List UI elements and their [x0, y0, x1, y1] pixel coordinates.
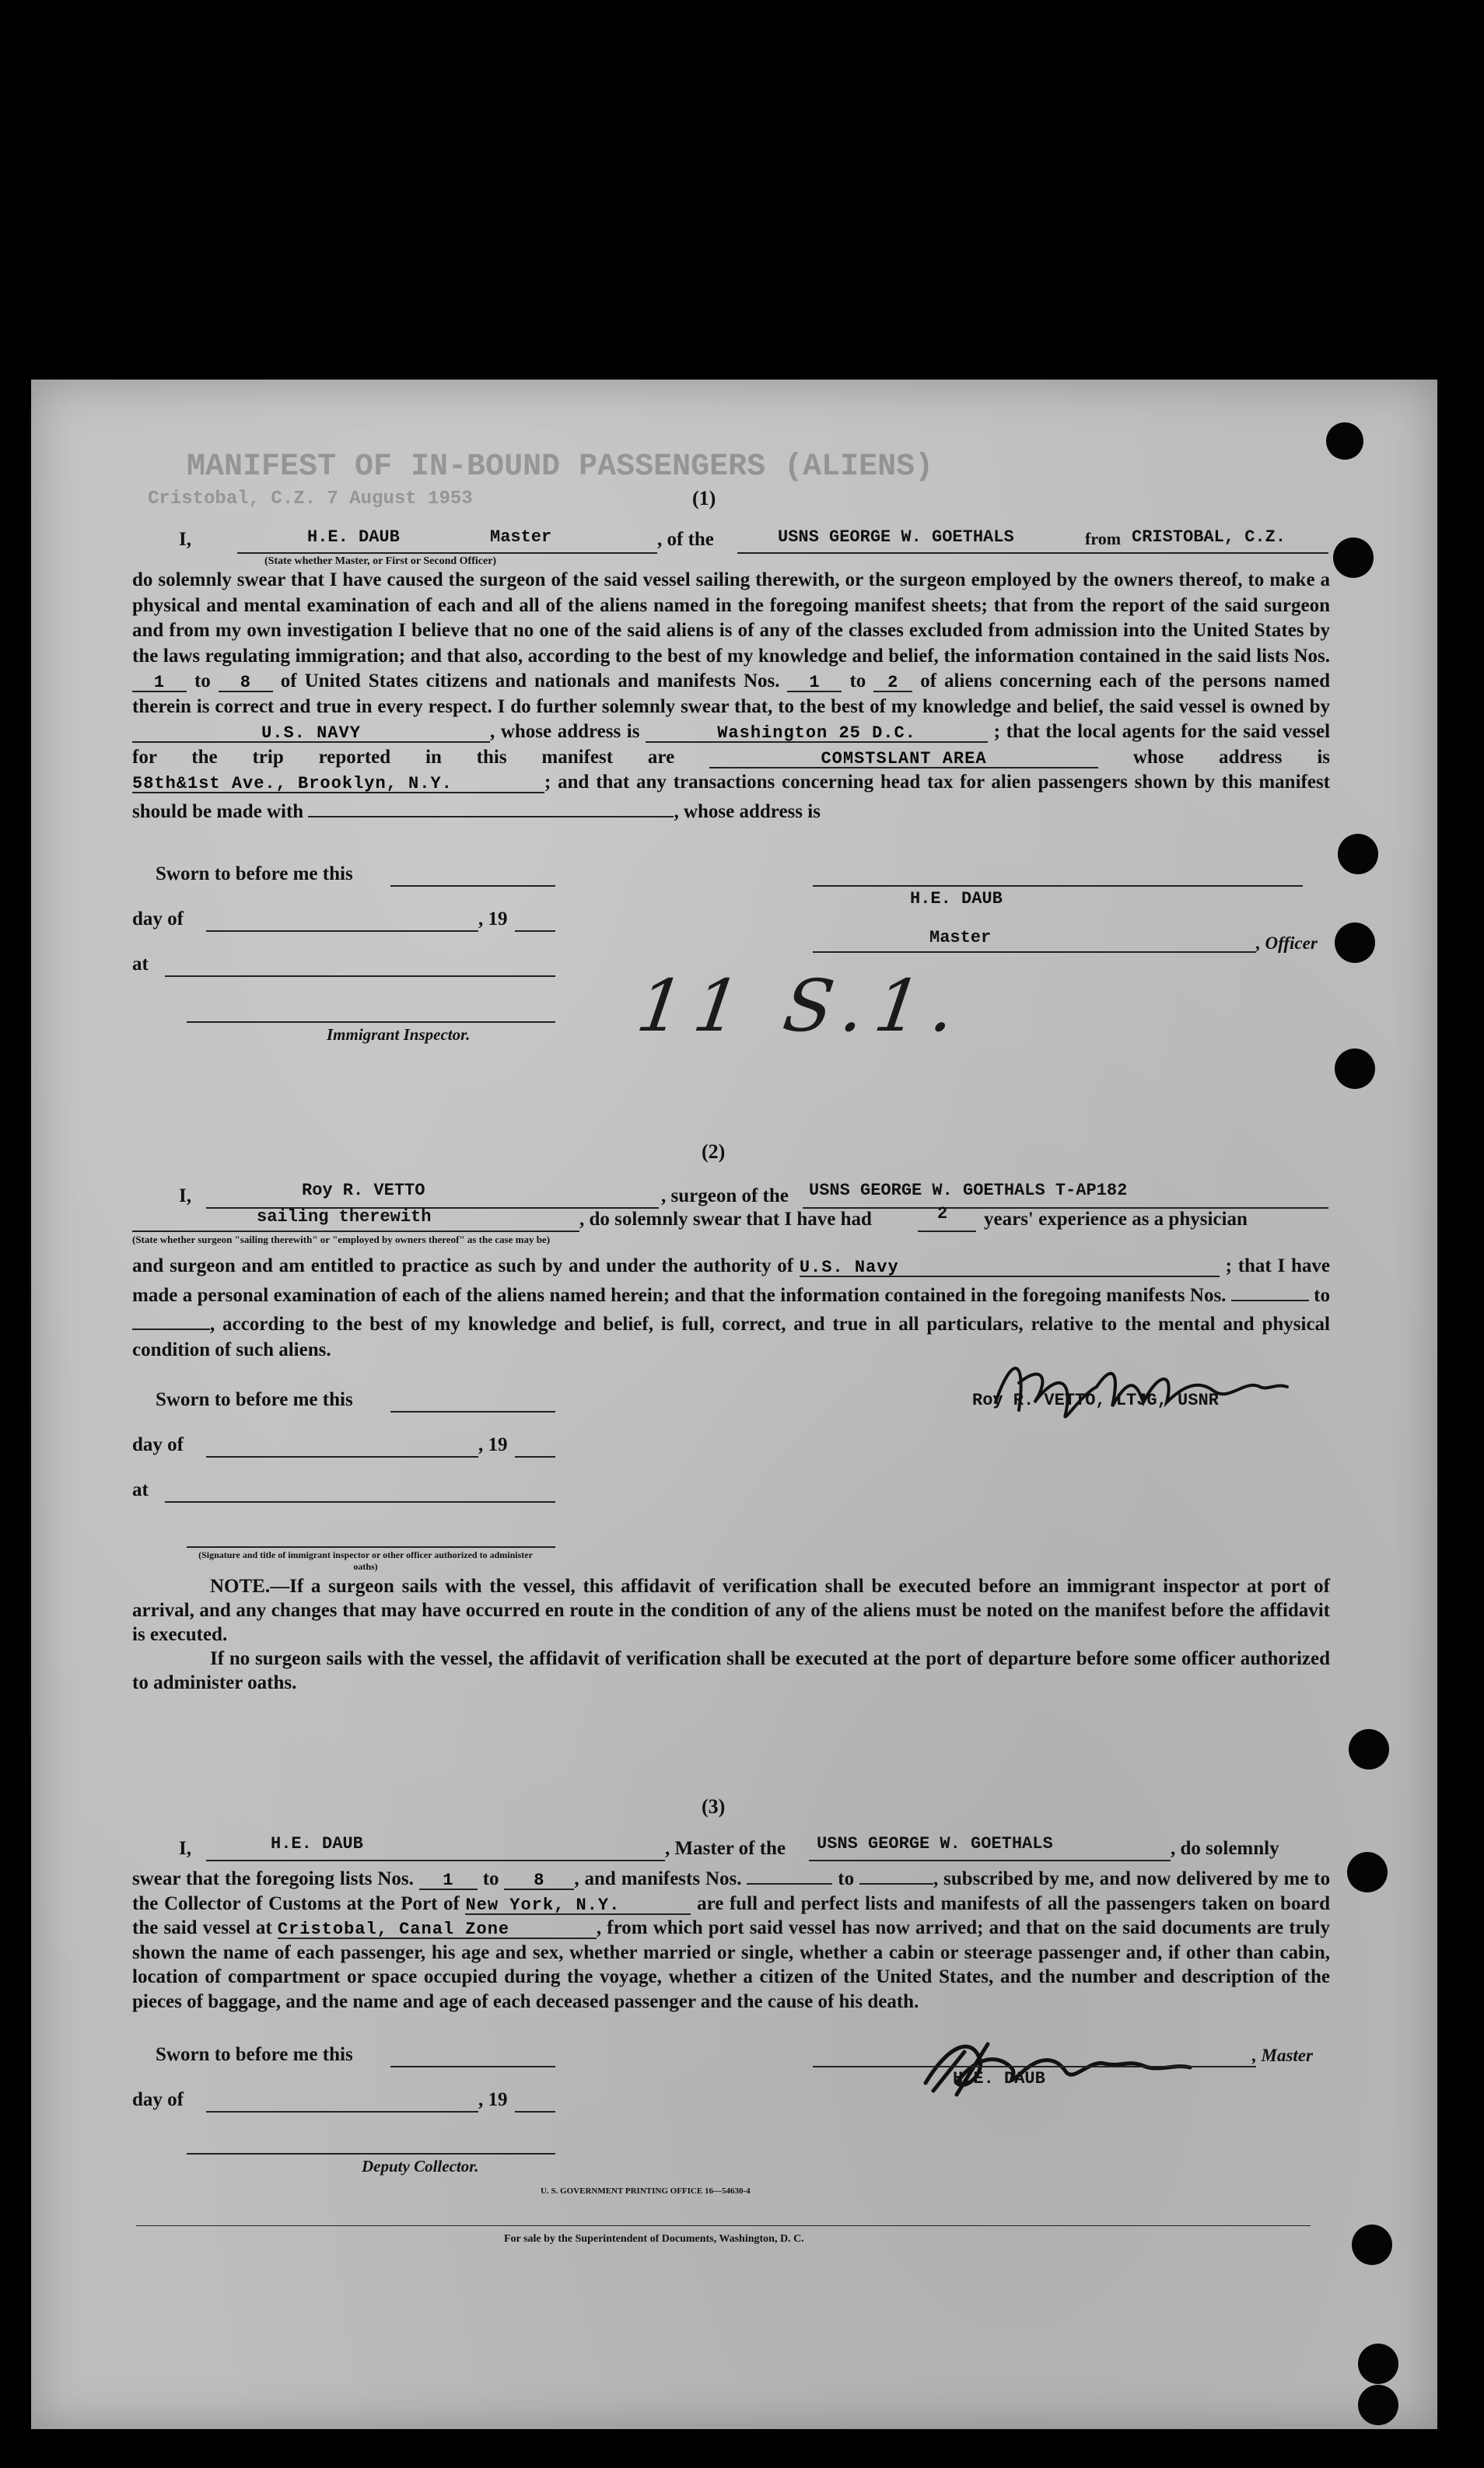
- s2-year-line: [515, 1456, 555, 1458]
- bleed-through-subtitle: Cristobal, C.Z. 7 August 1953: [148, 488, 473, 509]
- s1-officer-line-top: [813, 885, 1303, 887]
- s3-vessel: USNS GEORGE W. GOETHALS: [817, 1834, 1053, 1854]
- s3-master-line: [813, 2066, 1256, 2067]
- s2-surgeon-of: , surgeon of the: [661, 1185, 789, 1206]
- s2-sig-line: [187, 1546, 555, 1548]
- s3-day-line: [206, 2111, 478, 2113]
- s2-signer-name: Roy R. VETTO, LTJG, USNR: [972, 1391, 1219, 1410]
- s3-signer-name: H.E. DAUB: [953, 2069, 1045, 2088]
- s2-day-line: [206, 1456, 478, 1458]
- s1-vessel-line: [737, 552, 1328, 554]
- section-number: (1): [692, 487, 716, 509]
- bleed-through-title: MANIFEST OF IN-BOUND PASSENGERS (ALIENS): [187, 450, 934, 485]
- binder-hole: [1338, 834, 1378, 874]
- s2-at: at: [132, 1479, 149, 1500]
- s2-sailing-line: [132, 1230, 579, 1232]
- s1-oath-paragraph: do solemnly swear that I have caused the surgeon of the said vessel sailing therewith, or the surgeon employed by the owners thereof, to make a physical and mental examination of each and all of the aliens named in the foregoing manifest sheets; that from the report of the said surgeon and from my own investigation I believe that no one of the said aliens is of any of the classes excluded from admission into the United States by the laws regulating immigration; and that also, according to the best of my knowledge and belief, the information contained in the said lists Nos. 1 to 8 of United States citizens and nationals and manifests Nos. 1 to 2 of aliens concerning each of the persons named therein is correct and true in every respect. I do further solemnly swear that, to the best of my knowledge and belief, the said vessel is owned by U.S. NAVY , whose address is Washington 25 D.C. ; that the local agents for the said vessel for the trip reported in this manifest are COMSTSLANT AREA whose address is 58th&1st Ave., Brooklyn, N.Y. ; and that any transactions concerning head tax for alien passengers shown by this manifest should be made with , whose address is: [132, 569, 1331, 822]
- s3-name: H.E. DAUB: [271, 1834, 363, 1854]
- section-number: (3): [702, 1795, 726, 1818]
- s2-sailing: sailing therewith: [257, 1207, 432, 1227]
- s2-years-line: [918, 1230, 976, 1232]
- s1-sworn-line: [390, 885, 555, 887]
- gpo-imprint: U. S. GOVERNMENT PRINTING OFFICE 16—54630-4: [541, 2186, 751, 2196]
- s2-19: , 19: [478, 1434, 508, 1455]
- binder-hole: [1347, 1852, 1388, 1892]
- s1-day-line: [206, 930, 478, 932]
- s1-name: H.E. DAUB: [307, 527, 400, 547]
- binder-hole: [1352, 2225, 1392, 2265]
- s1-officer-label: , Officer: [1256, 933, 1318, 953]
- s2-swear: , do solemnly swear that I have had: [579, 1209, 872, 1230]
- s1-at: at: [132, 954, 149, 975]
- binder-hole: [1335, 1048, 1375, 1089]
- s2-sailing-note: (State whether surgeon "sailing therewith" or "employed by owners thereof" as the case may be): [132, 1234, 551, 1245]
- s2-i: I,: [179, 1185, 191, 1206]
- s2-sworn: Sworn to before me this: [156, 1389, 353, 1410]
- s2-sig-note: (Signature and title of immigrant inspector or other officer authorized to administer oaths): [198, 1549, 533, 1572]
- handwritten-annotation: 11 S.1.: [632, 964, 971, 1048]
- s1-inspector-line: [187, 1021, 555, 1023]
- s1-19: , 19: [478, 908, 508, 929]
- s3-collector-label: Deputy Collector.: [362, 2157, 479, 2176]
- s1-signer-title: Master: [929, 928, 992, 947]
- s2-oath-paragraph: and surgeon and am entitled to practice as such by and under the authority of U.S. Navy ; that I have made a personal examination of each of the aliens named herein; and that the information contained in the foregoing manifests Nos. to , according to the best of my knowledge and belief, is full, correct, and true in all particulars, relative to the mental and physical condition of such aliens.: [132, 1255, 1331, 1360]
- binder-hole: [1333, 537, 1374, 578]
- s3-sworn-line: [390, 2066, 555, 2067]
- s2-name: Roy R. VETTO: [302, 1181, 425, 1200]
- binder-hole: [1358, 2385, 1398, 2425]
- s3-vessel-line: [809, 1860, 1171, 1861]
- s1-rank-note: (State whether Master, or First or Second Officer): [264, 555, 497, 567]
- s3-19: , 19: [478, 2089, 508, 2110]
- s1-signer-name: H.E. DAUB: [910, 889, 1003, 908]
- s1-name-line: [237, 552, 657, 554]
- s3-oath-paragraph: swear that the foregoing lists Nos. 1 to 8 , and manifests Nos. to , subscribed by me, and now delivered by me to the Collector of Customs at the Port of New York, N.Y. are full and perfect lists and manifests of all the passengers taken on board the said vessel at Cristobal, Canal Zone , from which port said vessel has now arrived; and that on the said documents are truly shown the name of each passenger, his age and sex, whether married or single, whether a cabin or steerage passenger and, if other than cabin, location of compartment or space occupied during the voyage, whether a citizen of the United States, and the number and description of the pieces of baggage, and the name and age of each deceased passenger and the cause of his death.: [132, 1863, 1330, 2014]
- s1-rank: Master: [490, 527, 552, 547]
- s1-vessel: USNS GEORGE W. GOETHALS: [778, 527, 1014, 547]
- sale-notice: For sale by the Superintendent of Documents, Washington, D. C.: [504, 2233, 804, 2245]
- section-number: (2): [702, 1140, 726, 1163]
- s2-vessel: USNS GEORGE W. GOETHALS T-AP182: [809, 1181, 1128, 1200]
- s1-i: I,: [179, 529, 191, 550]
- footer-rule: [136, 2225, 1311, 2226]
- s1-from-port: CRISTOBAL, C.Z.: [1132, 527, 1286, 547]
- manifest-page: [31, 380, 1437, 2429]
- s1-at-line: [165, 975, 555, 977]
- s2-years: 2: [937, 1204, 948, 1223]
- s3-master-label: , Master: [1252, 2046, 1313, 2065]
- s3-i: I,: [179, 1838, 191, 1859]
- binder-hole: [1326, 422, 1363, 460]
- s2-years-exp: years' experience as a physician: [984, 1209, 1248, 1230]
- s2-note-1: NOTE.—If a surgeon sails with the vessel, this affidavit of verification shall be executed before an immigrant inspector at port of arrival, and any changes that may have occurred en route in the condition of any of the aliens must be noted on the manifest before the affidavit is executed.: [132, 1576, 1330, 1645]
- s3-collector-line: [187, 2153, 555, 2155]
- s1-officer-line: [813, 951, 1256, 953]
- s1-year-line: [515, 930, 555, 932]
- s3-day-of: day of: [132, 2089, 184, 2110]
- s1-of-the: , of the: [657, 529, 714, 550]
- s2-at-line: [165, 1501, 555, 1503]
- s3-master-of: , Master of the: [665, 1838, 786, 1859]
- s2-sworn-line: [390, 1411, 555, 1413]
- s3-sworn: Sworn to before me this: [156, 2044, 353, 2065]
- s3-swear: , do solemnly: [1171, 1838, 1279, 1859]
- s1-from: from: [1085, 529, 1122, 548]
- s1-sworn: Sworn to before me this: [156, 863, 353, 884]
- s3-name-line: [206, 1860, 665, 1861]
- s1-inspector-label: Immigrant Inspector.: [327, 1025, 471, 1044]
- binder-hole: [1335, 922, 1375, 963]
- s2-day-of: day of: [132, 1434, 184, 1455]
- s3-year-line: [515, 2111, 555, 2113]
- binder-hole: [1358, 2344, 1398, 2384]
- binder-hole: [1349, 1729, 1389, 1770]
- s1-day-of: day of: [132, 908, 184, 929]
- s2-note-2: If no surgeon sails with the vessel, the affidavit of verification shall be executed at the port of departure before some officer authorized to administer oaths.: [132, 1648, 1330, 1693]
